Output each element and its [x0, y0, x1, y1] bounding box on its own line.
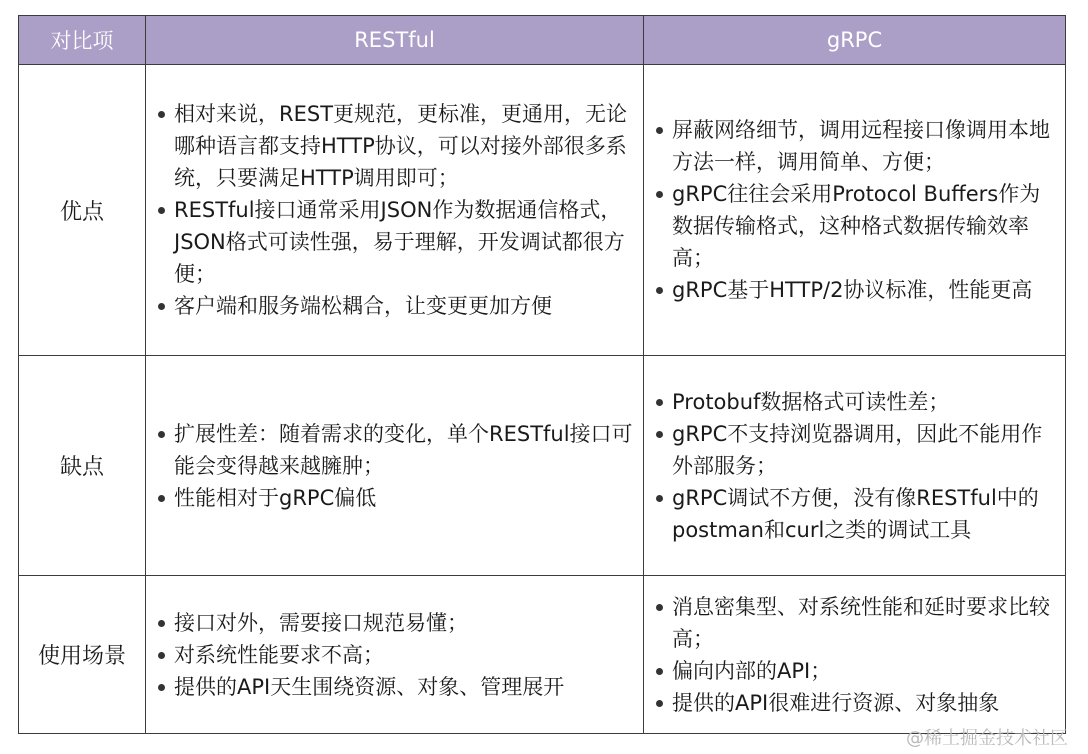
bullet-icon	[158, 684, 165, 691]
list-item-text: gRPC基于HTTP/2协议标准，性能更高	[672, 278, 1033, 302]
bullet-icon	[656, 431, 663, 438]
list-item	[654, 655, 1057, 687]
header-cell-restful	[146, 16, 644, 65]
list-item-text: gRPC调试不方便，没有像RESTful中的postman和curl之类的调试工具	[672, 485, 1039, 542]
bullet-list	[156, 418, 635, 514]
list-item-text: 消息密集型、对系统性能和延时要求比较高；	[672, 594, 1050, 651]
list-item	[654, 418, 1057, 482]
row-label-advantages	[19, 65, 146, 356]
row-label: 使用场景	[37, 644, 126, 669]
watermark	[906, 724, 1068, 750]
bullet-icon	[656, 495, 663, 502]
list-item-text: 提供的API天生围绕资源、对象、管理展开	[174, 674, 565, 699]
header-cell-grpc	[644, 16, 1065, 65]
header-restful-label: RESTful	[354, 28, 435, 52]
bullet-list	[156, 98, 635, 322]
comparison-table	[18, 15, 1066, 734]
bullet-icon	[158, 303, 165, 310]
bullet-icon	[158, 652, 165, 659]
list-item-text: 偏向内部的API；	[672, 658, 832, 683]
list-item-text: 客户端和服务端松耦合，让变更更加方便	[174, 294, 552, 318]
watermark-text: @稀土掘金技术社区	[906, 728, 1068, 749]
cell-grpc-disadvantages	[644, 356, 1065, 576]
bullet-icon	[656, 604, 663, 611]
bullet-list	[654, 591, 1057, 719]
bullet-list	[654, 114, 1057, 306]
list-item	[156, 671, 635, 703]
row-label-use-cases	[19, 576, 146, 733]
list-item-text: 接口对外，需要接口规范易懂；	[174, 610, 468, 635]
list-item	[654, 687, 1057, 719]
list-item-text: gRPC往往会采用Protocol Buffers作为数据传输格式，这种格式数据传输效率高；	[672, 182, 1041, 270]
list-item	[156, 418, 635, 482]
bullet-icon	[656, 668, 663, 675]
list-item	[156, 98, 635, 194]
row-label: 优点	[59, 199, 104, 225]
list-item	[654, 482, 1057, 546]
bullet-list	[156, 607, 635, 703]
bullet-icon	[656, 127, 663, 134]
list-item-text: gRPC不支持浏览器调用，因此不能用作外部服务；	[672, 421, 1043, 478]
bullet-icon	[656, 399, 663, 406]
list-item-text: RESTful接口通常采用JSON作为数据通信格式，JSON格式可读性强，易于理解，开发调试都很方便；	[174, 198, 625, 286]
bullet-icon	[656, 287, 663, 294]
list-item	[654, 178, 1057, 274]
bullet-icon	[158, 207, 165, 214]
cell-restful-use-cases	[146, 576, 644, 733]
list-item	[654, 386, 1057, 418]
list-item	[654, 274, 1057, 306]
bullet-icon	[656, 191, 663, 198]
list-item-text: 相对来说，REST更规范，更标准，更通用，无论哪种语言都支持HTTP协议，可以对接外部很多系统，只要满足HTTP调用即可；	[174, 102, 628, 190]
list-item-text: 提供的API很难进行资源、对象抽象	[672, 690, 1000, 715]
list-item	[156, 482, 635, 514]
cell-restful-disadvantages	[146, 356, 644, 576]
bullet-list	[654, 386, 1057, 546]
cell-grpc-use-cases	[644, 576, 1065, 733]
bullet-icon	[158, 111, 165, 118]
list-item	[156, 194, 635, 290]
list-item	[654, 591, 1057, 655]
header-cell-item	[19, 16, 146, 65]
cell-restful-advantages	[146, 65, 644, 356]
list-item-text: Protobuf数据格式可读性差；	[672, 389, 950, 414]
bullet-icon	[656, 700, 663, 707]
list-item-text: 扩展性差：随着需求的变化，单个RESTful接口可能会变得越来越臃肿；	[174, 421, 633, 478]
header-item-label: 对比项	[50, 29, 114, 53]
list-item	[156, 607, 635, 639]
header-grpc-label: gRPC	[826, 28, 883, 52]
list-item-text: 屏蔽网络细节，调用远程接口像调用本地方法一样，调用简单、方便；	[672, 118, 1050, 174]
row-label-disadvantages	[19, 356, 146, 576]
list-item	[156, 290, 635, 322]
cell-grpc-advantages	[644, 65, 1065, 356]
list-item-text: 性能相对于gRPC偏低	[174, 485, 377, 510]
list-item	[654, 114, 1057, 178]
row-label: 缺点	[59, 455, 104, 480]
list-item	[156, 639, 635, 671]
bullet-icon	[158, 495, 165, 502]
bullet-icon	[158, 620, 165, 627]
bullet-icon	[158, 431, 165, 438]
list-item-text: 对系统性能要求不高；	[174, 642, 384, 667]
